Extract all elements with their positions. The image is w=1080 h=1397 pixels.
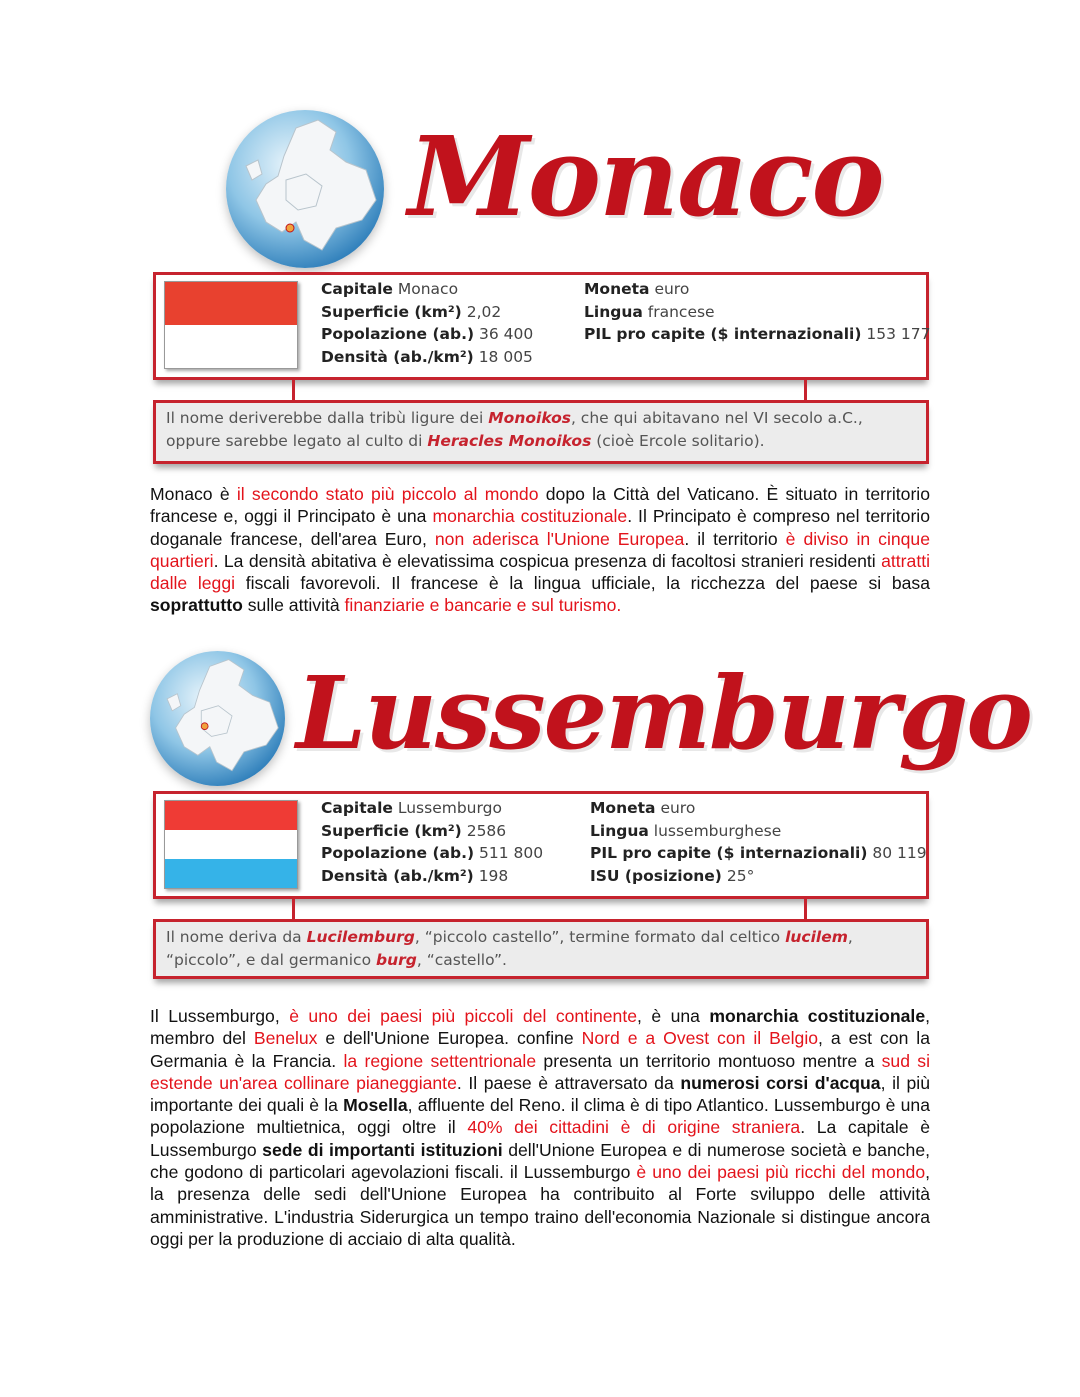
- facts-right-monaco: [584, 278, 930, 346]
- connector-right: [804, 378, 807, 400]
- fact-superficie: Superficie (km²) 2586: [321, 821, 507, 840]
- fact-capitale: Capitale Lussemburgo: [321, 799, 502, 817]
- fact-pil: PIL pro capite ($ internazionali) 153 177: [584, 325, 931, 343]
- facts-left-lussemburgo: [321, 797, 543, 887]
- fact-densita: Densità (ab./km²) 18 005: [321, 347, 533, 366]
- fact-densita: Densità (ab./km²) 198: [321, 866, 509, 885]
- flag-stripe-white: [165, 830, 297, 859]
- connector-left: [292, 897, 295, 919]
- facts-card-monaco: [153, 272, 929, 380]
- fact-lingua: Lingua lussemburghese: [590, 821, 782, 840]
- fact-pil: PIL pro capite ($ internazionali) 80 119: [590, 844, 927, 862]
- fact-capitale: Capitale Monaco: [321, 280, 459, 298]
- flag-lussemburgo: [164, 800, 298, 889]
- paragraph-monaco: Monaco è il secondo stato più piccolo al mondo dopo la Città del Vaticano. È situato in territorio francese e, oggi il Principato è una monarchia costituzionale. Il Principato è compreso nel territorio doganale francese, dell'area Euro, non aderisca l'Unione Europea. il territorio è diviso in cinque quartieri. La densità abitativa è elevatissima cospicua presenza di facoltosi stranieri residenti attratti dalle leggi fiscali favorevoli. Il francese è la lingua ufficiale, la ricchezza del paese si basa soprattutto sulle attività finanziarie e bancarie e sul turismo.: [150, 484, 931, 616]
- flag-stripe-white: [165, 325, 297, 368]
- page-title-lussemburgo: Lussemburgo: [296, 654, 1031, 772]
- europe-globe-icon: [150, 651, 285, 786]
- connector-right: [804, 897, 807, 919]
- connector-left: [292, 378, 295, 400]
- paragraph-lussemburgo: Il Lussemburgo, è uno dei paesi più piccoli del continente, è una monarchia costituzionale, membro del Benelux e dell'Unione Europea. confine Nord e a Ovest con il Belgio, a est con la Germania è la Francia. la regione settentrionale presenta un territorio montuoso mentre a sud si estende un'area collinare pianeggiante. Il paese è attraversato da numerosi corsi d'acqua, il più importante dei quali è la Mosella, affluente del Reno. il clima è di tipo Atlantico. Lussemburgo è una popolazione multietnica, oggi oltre il 40% dei cittadini è di origine straniera. La capitale è Lussemburgo sede di importanti istituzioni dell'Unione Europea e di numerose società e banche, che godono di particolari agevolazioni fiscali. il Lussemburgo è uno dei paesi più ricchi del mondo, la presenza delle sedi dell'Unione Europea ha contribuito al Forte sviluppo delle attività amministrative. L'industria Siderurgica un tempo traino dell'economia Nazionale si distingue ancora oggi per la produzione di acciaio di alta qualità.: [150, 1006, 930, 1249]
- fact-lingua: Lingua francese: [584, 302, 715, 321]
- flag-stripe-red: [165, 801, 297, 830]
- flag-stripe-red: [165, 282, 297, 325]
- name-origin-note-monaco: Il nome deriverebbe dalla tribù ligure dei Monoikos, che qui abitavano nel VI secolo a.C., oppure sarebbe legato al culto di Heracles Monoikos (cioè Ercole solitario).: [153, 400, 929, 464]
- fact-popolazione: Popolazione (ab.) 36 400: [321, 325, 534, 343]
- facts-left-monaco: [321, 278, 533, 368]
- fact-superficie: Superficie (km²) 2,02: [321, 302, 502, 321]
- page-title-monaco: Monaco: [408, 112, 883, 241]
- facts-right-lussemburgo: [590, 797, 927, 887]
- europe-globe-icon: [226, 110, 384, 268]
- facts-card-lussemburgo: [153, 791, 929, 899]
- fact-isu: ISU (posizione) 25°: [590, 866, 755, 885]
- fact-popolazione: Popolazione (ab.) 511 800: [321, 844, 544, 862]
- fact-moneta: Moneta euro: [590, 799, 696, 817]
- name-origin-note-lussemburgo: Il nome deriva da Lucilemburg, “piccolo castello”, termine formato dal celtico lucilem, “piccolo”, e dal germanico burg, “castello”.: [153, 919, 929, 979]
- flag-monaco: [164, 281, 298, 369]
- flag-stripe-blue: [165, 859, 297, 888]
- fact-moneta: Moneta euro: [584, 280, 690, 298]
